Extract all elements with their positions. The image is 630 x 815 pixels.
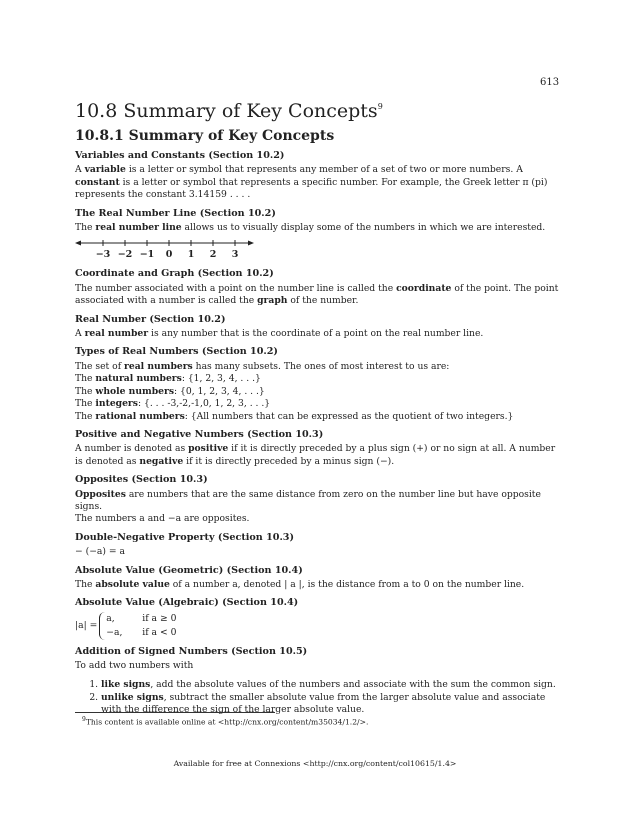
section-heading: Double-Negative Property (Section 10.3) xyxy=(75,531,295,543)
term-absolute-value: absolute value xyxy=(95,578,170,590)
section-text xyxy=(75,328,560,340)
section-heading: Addition of Signed Numbers (Section 10.5) xyxy=(75,645,308,657)
term-unlike-signs: unlike signs xyxy=(101,692,164,703)
section-addition-signed-numbers xyxy=(75,646,560,717)
footnote-divider xyxy=(75,712,275,713)
text-run: The xyxy=(75,410,96,422)
text-run: are numbers that are the same distance from zero on the number line but have opposite signs. xyxy=(75,488,541,512)
section-opposites xyxy=(75,474,560,526)
footnote-mark: 9 xyxy=(82,716,86,723)
text-run: The number associated with a point on the number line is called the xyxy=(75,282,397,294)
number-line-figure xyxy=(75,236,275,262)
term-real-number: real number xyxy=(84,328,149,340)
case-condition: if a < 0 xyxy=(142,626,177,638)
footnote-text: This content is available online at <http://cnx.org/content/m35034/1.2/>. xyxy=(85,717,369,727)
case-row xyxy=(106,612,176,626)
section-text xyxy=(75,361,560,373)
section-text xyxy=(75,222,560,234)
text-run: The set of xyxy=(75,360,125,372)
tick-label: 1 xyxy=(187,249,195,261)
page-footer: Available for free at Connexions <http://cnx.org/content/col10615/1.4> xyxy=(173,759,457,768)
section-heading: Absolute Value (Geometric) (Section 10.4) xyxy=(75,564,303,576)
tick-label: 2 xyxy=(209,249,217,261)
text-run: if it is directly preceded by a plus sign (+) or no sign at all. A number is denoted as xyxy=(75,443,556,467)
term-negative: negative xyxy=(139,455,184,467)
text-run: The xyxy=(75,385,96,397)
opposites-example: The numbers a and −a are opposites. xyxy=(75,513,250,525)
text-run: if it is directly preceded by a minus sign (−). xyxy=(183,455,395,467)
tick-label: −2 xyxy=(117,249,133,261)
section-heading: Types of Real Numbers (Section 10.2) xyxy=(75,346,278,358)
term-coordinate: coordinate xyxy=(396,282,452,294)
term-whole-numbers: whole numbers xyxy=(95,385,175,397)
list-item xyxy=(101,679,560,691)
piecewise-cases xyxy=(99,612,176,640)
double-negative-formula: − (−a) = a xyxy=(75,546,125,558)
footnote xyxy=(82,716,368,727)
content-body xyxy=(75,150,560,723)
section-absolute-value-algebraic xyxy=(75,597,560,639)
text-run: : {0, 1, 2, 3, 4, . . .} xyxy=(174,385,265,397)
absolute-value-definition xyxy=(75,612,560,640)
section-coordinate-graph xyxy=(75,268,560,307)
text-run: A xyxy=(75,328,85,340)
section-heading: Absolute Value (Algebraic) (Section 10.4) xyxy=(75,597,299,609)
section-heading: Real Number (Section 10.2) xyxy=(75,313,226,325)
section-variables xyxy=(75,150,560,202)
section-text xyxy=(75,489,560,514)
integers-line xyxy=(75,398,560,410)
section-text xyxy=(75,283,560,308)
text-run: The xyxy=(75,222,96,234)
term-natural-numbers: natural numbers xyxy=(95,373,182,385)
section-text: To add two numbers with xyxy=(75,660,194,672)
section-text xyxy=(75,443,560,468)
page-title-text: 10.8 Summary of Key Concepts xyxy=(75,100,378,122)
text-run: allows us to visually display some of the numbers in which we are interested. xyxy=(181,222,546,234)
text-run: , add the absolute values of the numbers and associate with the sum the common sign. xyxy=(150,678,556,690)
section-text xyxy=(75,579,560,591)
section-absolute-value-geometric xyxy=(75,565,560,592)
list-item xyxy=(101,692,560,717)
text-run: is a letter or symbol that represents a specific number. For example, the Greek letter π (pi) represents the constant 3.14159 . . . . xyxy=(75,176,548,201)
term-variable: variable xyxy=(84,164,126,176)
case-value: a, xyxy=(106,612,115,624)
natural-numbers-line xyxy=(75,373,560,385)
case-condition: if a ≥ 0 xyxy=(142,612,177,624)
term-opposites: Opposites xyxy=(75,488,126,500)
text-run: : {1, 2, 3, 4, . . .} xyxy=(181,373,261,385)
section-double-negative xyxy=(75,532,560,559)
section-real-number-line xyxy=(75,208,560,263)
text-run: of the point. The point associated with a number is called the xyxy=(75,282,559,307)
text-run: of a number a, denoted | a |, is the distance from a to 0 on the number line. xyxy=(169,578,525,590)
text-run: is a letter or symbol that represents any member of a set of two or more numbers. A xyxy=(125,164,523,176)
term-real-numbers: real numbers xyxy=(124,360,193,372)
section-text xyxy=(75,164,560,201)
section-real-number xyxy=(75,314,560,341)
tick-label: 0 xyxy=(165,249,173,261)
right-arrow-icon xyxy=(248,241,254,246)
term-real-number-line: real number line xyxy=(95,222,182,234)
section-types-of-real-numbers xyxy=(75,346,560,422)
rational-numbers-line xyxy=(75,411,560,423)
case-value: −a, xyxy=(106,626,123,638)
text-run: A number is denoted as xyxy=(75,443,189,455)
tick-label: −1 xyxy=(139,249,155,261)
text-run: The xyxy=(75,398,96,410)
section-heading: Coordinate and Graph (Section 10.2) xyxy=(75,268,274,280)
tick-label: −3 xyxy=(95,249,111,261)
whole-numbers-line xyxy=(75,386,560,398)
section-heading: Opposites (Section 10.3) xyxy=(75,474,208,486)
section-subtitle: 10.8.1 Summary of Key Concepts xyxy=(75,128,335,144)
abs-lhs: |a| = xyxy=(75,619,98,631)
section-heading: Variables and Constants (Section 10.2) xyxy=(75,150,285,161)
term-graph: graph xyxy=(257,295,288,307)
case-row xyxy=(106,626,176,640)
section-heading: Positive and Negative Numbers (Section 10.3) xyxy=(75,428,324,440)
text-run: has many subsets. The ones of most interest to us are: xyxy=(192,360,450,372)
text-run: is any number that is the coordinate of a point on the real number line. xyxy=(148,328,484,340)
text-run: A xyxy=(75,164,85,176)
section-positive-negative xyxy=(75,429,560,468)
left-arrow-icon xyxy=(75,241,81,246)
text-run: : {All numbers that can be expressed as the quotient of two integers.} xyxy=(184,410,514,422)
term-positive: positive xyxy=(188,443,229,455)
page-number: 613 xyxy=(540,77,560,88)
text-run: : {. . . -3,-2,-1,0, 1, 2, 3, . . .} xyxy=(137,398,271,410)
term-constant: constant xyxy=(75,176,120,188)
text-run: , subtract the smaller absolute value from the larger absolute value and associate with the difference the sign of the larger absolute value. xyxy=(101,692,546,716)
page-title xyxy=(75,100,383,122)
title-footnote-mark: 9 xyxy=(377,102,383,111)
tick-label: 3 xyxy=(231,249,239,261)
text-run: of the number. xyxy=(287,295,359,307)
term-integers: integers xyxy=(95,398,138,410)
section-heading: The Real Number Line (Section 10.2) xyxy=(75,207,276,219)
term-like-signs: like signs xyxy=(101,678,151,690)
term-rational-numbers: rational numbers xyxy=(95,410,185,422)
text-run: The xyxy=(75,373,96,385)
text-run: The xyxy=(75,578,96,590)
